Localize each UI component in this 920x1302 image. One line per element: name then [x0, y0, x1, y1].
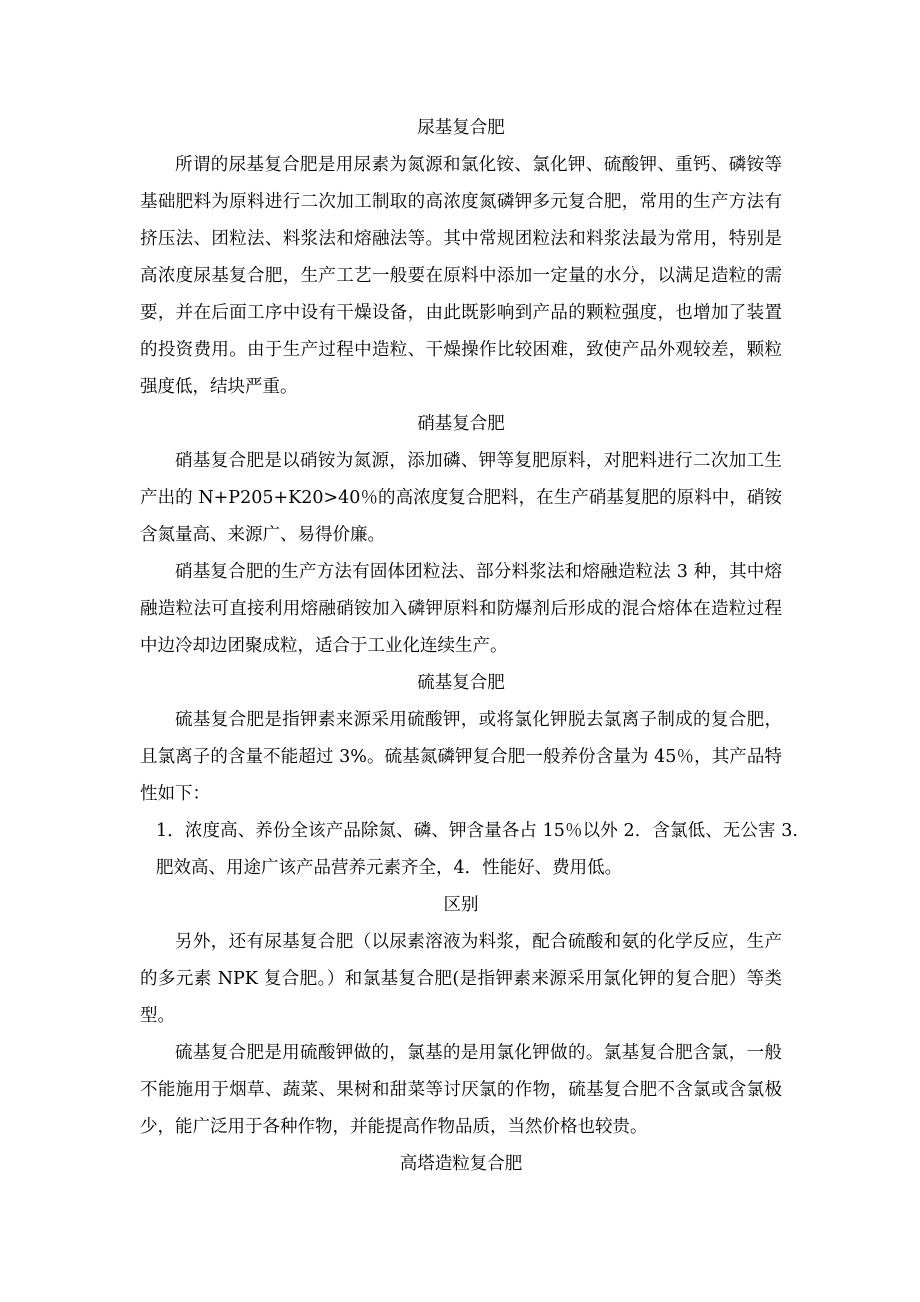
- section-heading-urea: 尿基复合肥: [417, 118, 505, 138]
- sulfur-feature-list: 1．浓度高、养份全该产品除氮、磷、钾含量各占 15％以外 2．含氯低、无公害 3.肥效高、用途广该产品营养元素齐全，4．性能好、费用低。: [156, 821, 798, 878]
- paragraph-nitro-description: 硝基复合肥是以硝铵为氮源，添加磷、钾等复肥原料，对肥料进行二次加工生产出的 N+P205+K20>40％的高浓度复合肥料，在生产硝基复肥的原料中，硝铵含氮量高、来源广、易得价廉。: [140, 451, 782, 545]
- section-heading-tower-granulation: 高塔造粒复合肥: [399, 1154, 523, 1174]
- document-page: [140, 110, 798, 1183]
- paragraph-nitro-methods: 硝基复合肥的生产方法有固体团粒法、部分料浆法和熔融造粒法 3 种，其中熔融造粒法可直接利用熔融硝铵加入磷钾原料和防爆剂后形成的混合熔体在造粒过程中边冷却边团聚成粒，适合于工业化连续生产。: [140, 562, 782, 656]
- paragraph-sulfur-description: 硫基复合肥是指钾素来源采用硫酸钾，或将氯化钾脱去氯离子制成的复合肥，且氯离子的含量不能超过 3%。硫基氮磷钾复合肥一般养份含量为 45％，其产品特性如下：: [140, 710, 782, 804]
- section-heading-nitro: 硝基复合肥: [417, 414, 505, 434]
- paragraph-urea-description: 所谓的尿基复合肥是用尿素为氮源和氯化铵、氯化钾、硫酸钾、重钙、磷铵等基础肥料为原料进行二次加工制取的高浓度氮磷钾多元复合肥，常用的生产方法有挤压法、团粒法、料浆法和熔融法等。其中常规团粒法和料浆法最为常用，特别是高浓度尿基复合肥，生产工艺一般要在原料中添加一定量的水分，以满足造粒的需要，并在后面工序中设有干燥设备，由此既影响到产品的颗粒强度，也增加了装置的投资费用。由于生产过程中造粒、干燥操作比较困难，致使产品外观较差，颗粒强度低，结块严重。: [140, 155, 782, 397]
- section-heading-sulfur: 硫基复合肥: [417, 673, 505, 693]
- paragraph-difference-sulfur-vs-chlorine: 硫基复合肥是用硫酸钾做的，氯基的是用氯化钾做的。氯基复合肥含氯，一般不能施用于烟草、蔬菜、果树和甜菜等讨厌氯的作物，硫基复合肥不含氯或含氯极少，能广泛用于各种作物，并能提高作物品质，当然价格也较贵。: [140, 1043, 782, 1137]
- section-heading-difference: 区别: [443, 895, 479, 915]
- paragraph-difference-other-types: 另外，还有尿基复合肥（以尿素溶液为料浆，配合硫酸和氨的化学反应，生产的多元素 NPK 复合肥。）和氯基复合肥(是指钾素来源采用氯化钾的复合肥）等类型。: [140, 932, 782, 1026]
